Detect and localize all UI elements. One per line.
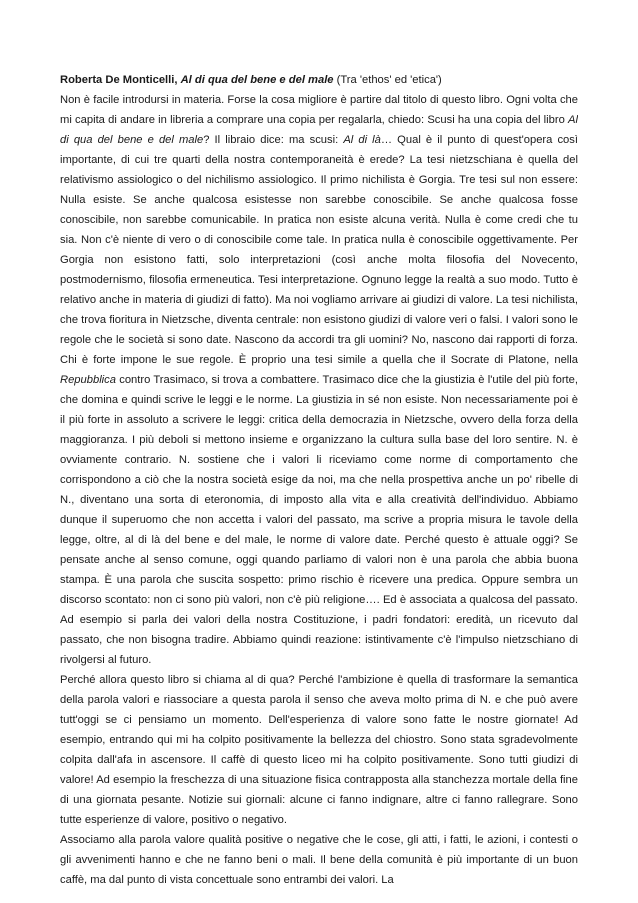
paragraph-1-text-d: contro Trasimaco, si trova a combattere. Trasimaco dice che la giustizia è l'utile del più forte, che domina e quindi scrive le leggi e le norme. La giustizia in sé non esiste. Non necessariamente poi è il più forte in assoluto a scrivere le leggi: critica della democrazia in Nietzsche, ovvero della forza della maggioranza. I più deboli si mettono insieme e organizzano la cultura sulla base del loro sentire. N. è ovviamente contrario. N. sostiene che i valori li riceviamo come norme di comportamento che corrispondono a ciò che la nostra società esige da noi, ma che nella prospettiva anche un po' ribelle di N., diventano una sorta di eteronomia, di imposto alla vita e alla creatività dell'individuo. Abbiamo dunque il superuomo che non accetta i valori del passato, ma scrive a propria misura le tavole della legge, oltre, al di là del bene e del male, le norme di valore date. Perché questo è attuale oggi? Se pensate anche al senso comune, oggi quando parliamo di valori non è una parola che abbia buona stampa. È una parola che suscita sospetto: primo rischio è ricevere una predica. Oppure sembra un discorso scontato: non ci sono più valori, non c'è più religione…. Ed è associata a qualcosa del passato. Ad esempio si parla dei valori della nostra Costituzione, i padri fondatori: eredità, un ricevuto dal passato, che non bisogna tradire. Abbiamo quindi reazione: istintivamente c'è l'impulso nietzschiano di rivolgersi al futuro. bbox=[60, 374, 578, 666]
subtitle: (Tra 'ethos' ed 'etica') bbox=[333, 74, 442, 86]
paragraph-1 bbox=[60, 90, 578, 670]
book-title-italic-1: Al di qua del bene e del male bbox=[60, 114, 578, 146]
paragraph-1-text-c: … Qual è il punto di quest'opera così importante, di cui tre quarti della nostra contemporaneità è erede? La tesi nietzschiana è quella del relativismo assiologico o del nichilismo assiologico. Il primo nichilista è Gorgia. Tre tesi sul non essere: Nulla esiste. Se anche qualcosa esistesse non sarebbe conoscibile. Se anche qualcosa fosse conoscibile, non sarebbe comunicabile. In pratica non esiste alcuna verità. Nulla è come credi che tu sia. Non c'è niente di vero o di conoscibile come tale. In pratica nulla è conoscibile oggettivamente. Per Gorgia non esistono fatti, solo interpretazioni (così anche molta filosofia del Novecento, postmodernismo, filosofia ermeneutica. Tesi interpretazione. Ognuno legge la realtà a suo modo. Tutto è relativo anche in materia di giudizi di fatto). Ma noi vogliamo arrivare ai giudizi di valore. La tesi nichilista, che trova fioritura in Nietzsche, diventa centrale: non esistono giudizi di valore veri o falsi. I valori sono le regole che le società si sono date. Nascono da accordi tra gli uomini? No, nascono dai rapporti di forza. Chi è forte impone le sue regole. È proprio una tesi simile a quella che il Socrate di Platone, nella bbox=[60, 134, 578, 366]
repubblica-italic: Repubblica bbox=[60, 374, 116, 386]
paragraph-3: Associamo alla parola valore qualità positive o negative che le cose, gli atti, i fatti, le azioni, i contesti o gli avvenimenti hanno e che ne fanno beni o mali. Il bene della comunità è più importante di un buon caffè, ma dal punto di vista concettuale sono entrambi dei valori. La bbox=[60, 834, 578, 886]
book-title: Al di qua del bene e del male bbox=[180, 74, 334, 86]
document-page bbox=[60, 70, 578, 890]
book-title-italic-2: Al di là bbox=[343, 134, 381, 146]
author-name: Roberta De Monticelli, bbox=[60, 74, 181, 86]
paragraph-2: Perché allora questo libro si chiama al di qua? Perché l'ambizione è quella di trasformare la semantica della parola valori e riassociare a questa parola il senso che aveva molto prima di N. e che può avere tutt'oggi se ci pensiamo un momento. Dell'esperienza di valore sono fatte le nostre giornate! Ad esempio, entrando qui mi ha colpito positivamente la bellezza del chiostro. Sono stata sgradevolmente colpita dall'afa in ascensore. Il caffè di questo liceo mi ha colpito positivamente. Sono tutti giudizi di valore! Ad esempio la freschezza di una situazione fisica contrapposta alla stanchezza mortale della fine di una giornata pesante. Notizie sui giornali: alcune ci fanno indignare, altre ci fanno rallegrare. Sono tutte esperienze di valore, positivo o negativo. bbox=[60, 674, 578, 826]
document-heading bbox=[60, 70, 578, 90]
paragraph-1-text-a: Non è facile introdursi in materia. Forse la cosa migliore è partire dal titolo di questo libro. Ogni volta che mi capita di andare in libreria a comprare una copia per regalarla, chiedo: Scusi ha una copia del libro bbox=[60, 94, 578, 126]
paragraph-1-text-b: ? Il libraio dice: ma scusi: bbox=[203, 134, 344, 146]
